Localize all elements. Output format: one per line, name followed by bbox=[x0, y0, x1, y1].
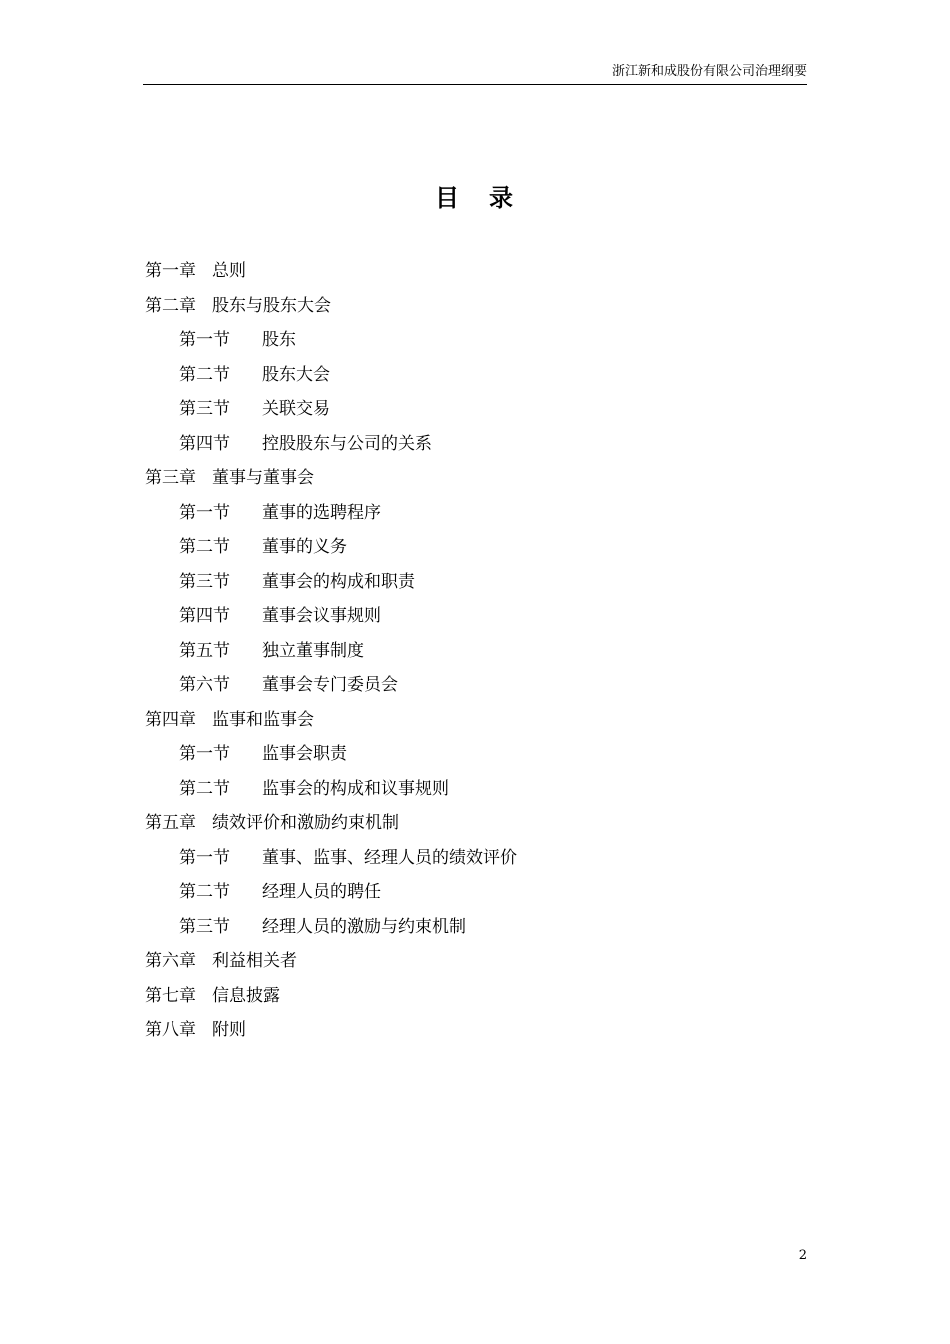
chapter-title: 附则 bbox=[212, 1020, 246, 1040]
toc-section-entry[interactable] bbox=[145, 634, 805, 669]
page-header bbox=[143, 60, 807, 85]
toc-chapter-entry[interactable] bbox=[145, 254, 805, 289]
chapter-number: 第四章 bbox=[145, 709, 196, 730]
section-number: 第二节 bbox=[179, 537, 230, 557]
chapter-number: 第二章 bbox=[145, 295, 196, 316]
section-number: 第四节 bbox=[179, 433, 230, 454]
section-title: 董事会专门委员会 bbox=[262, 675, 398, 695]
page-number: 2 bbox=[798, 1248, 807, 1263]
toc-title bbox=[0, 180, 950, 216]
chapter-title: 股东与股东大会 bbox=[212, 295, 331, 316]
toc-section-entry[interactable] bbox=[145, 427, 805, 462]
section-title: 股东大会 bbox=[262, 364, 330, 385]
toc-section-entry[interactable] bbox=[145, 772, 805, 807]
toc-chapter-entry[interactable] bbox=[145, 979, 805, 1014]
section-title: 经理人员的激励与约束机制 bbox=[262, 916, 466, 937]
section-number: 第五节 bbox=[179, 640, 230, 661]
toc-section-entry[interactable] bbox=[145, 565, 805, 600]
toc-section-entry[interactable] bbox=[145, 737, 805, 772]
toc-chapter-entry[interactable] bbox=[145, 944, 805, 979]
section-number: 第一节 bbox=[179, 502, 230, 523]
toc-section-entry[interactable] bbox=[145, 530, 805, 565]
header-title: 浙江新和成股份有限公司治理纲要 bbox=[611, 64, 807, 79]
toc-section-entry[interactable] bbox=[145, 841, 805, 876]
section-title: 股东 bbox=[262, 330, 296, 350]
chapter-title: 董事与董事会 bbox=[212, 468, 314, 488]
section-number: 第二节 bbox=[179, 364, 230, 385]
section-title: 控股股东与公司的关系 bbox=[262, 433, 432, 454]
section-number: 第一节 bbox=[179, 330, 230, 350]
section-title: 董事会的构成和职责 bbox=[262, 571, 415, 592]
section-number: 第二节 bbox=[179, 882, 230, 902]
section-title: 关联交易 bbox=[262, 399, 330, 419]
chapter-number: 第三章 bbox=[145, 468, 196, 488]
toc-section-entry[interactable] bbox=[145, 392, 805, 427]
toc-section-entry[interactable] bbox=[145, 668, 805, 703]
toc-chapter-entry[interactable] bbox=[145, 461, 805, 496]
chapter-title: 信息披露 bbox=[212, 985, 280, 1006]
toc-section-entry[interactable] bbox=[145, 323, 805, 358]
section-number: 第四节 bbox=[179, 606, 230, 626]
section-title: 监事会的构成和议事规则 bbox=[262, 778, 449, 799]
chapter-number: 第五章 bbox=[145, 813, 196, 833]
section-number: 第六节 bbox=[179, 675, 230, 695]
toc-section-entry[interactable] bbox=[145, 910, 805, 945]
section-title: 董事、监事、经理人员的绩效评价 bbox=[262, 847, 517, 868]
section-number: 第三节 bbox=[179, 399, 230, 419]
chapter-title: 利益相关者 bbox=[212, 951, 297, 971]
chapter-number: 第一章 bbox=[145, 261, 196, 281]
chapter-number: 第八章 bbox=[145, 1020, 196, 1040]
toc-chapter-entry[interactable] bbox=[145, 703, 805, 738]
section-title: 独立董事制度 bbox=[262, 640, 364, 661]
toc-chapter-entry[interactable] bbox=[145, 289, 805, 324]
toc-chapter-entry[interactable] bbox=[145, 806, 805, 841]
toc-title-part2: 录 bbox=[489, 183, 515, 212]
section-number: 第三节 bbox=[179, 571, 230, 592]
section-title: 监事会职责 bbox=[262, 744, 347, 764]
section-number: 第二节 bbox=[179, 778, 230, 799]
toc-section-entry[interactable] bbox=[145, 358, 805, 393]
chapter-title: 监事和监事会 bbox=[212, 709, 314, 730]
toc-section-entry[interactable] bbox=[145, 599, 805, 634]
chapter-number: 第六章 bbox=[145, 951, 196, 971]
section-number: 第三节 bbox=[179, 916, 230, 937]
toc-title-part1: 目 bbox=[435, 183, 461, 212]
section-number: 第一节 bbox=[179, 847, 230, 868]
section-title: 经理人员的聘任 bbox=[262, 882, 381, 902]
section-title: 董事的选聘程序 bbox=[262, 502, 381, 523]
section-title: 董事会议事规则 bbox=[262, 606, 381, 626]
section-number: 第一节 bbox=[179, 744, 230, 764]
table-of-contents bbox=[145, 254, 805, 1048]
chapter-title: 总则 bbox=[212, 261, 246, 281]
section-title: 董事的义务 bbox=[262, 537, 347, 557]
chapter-number: 第七章 bbox=[145, 985, 196, 1006]
chapter-title: 绩效评价和激励约束机制 bbox=[212, 813, 399, 833]
toc-section-entry[interactable] bbox=[145, 875, 805, 910]
toc-chapter-entry[interactable] bbox=[145, 1013, 805, 1048]
toc-section-entry[interactable] bbox=[145, 496, 805, 531]
